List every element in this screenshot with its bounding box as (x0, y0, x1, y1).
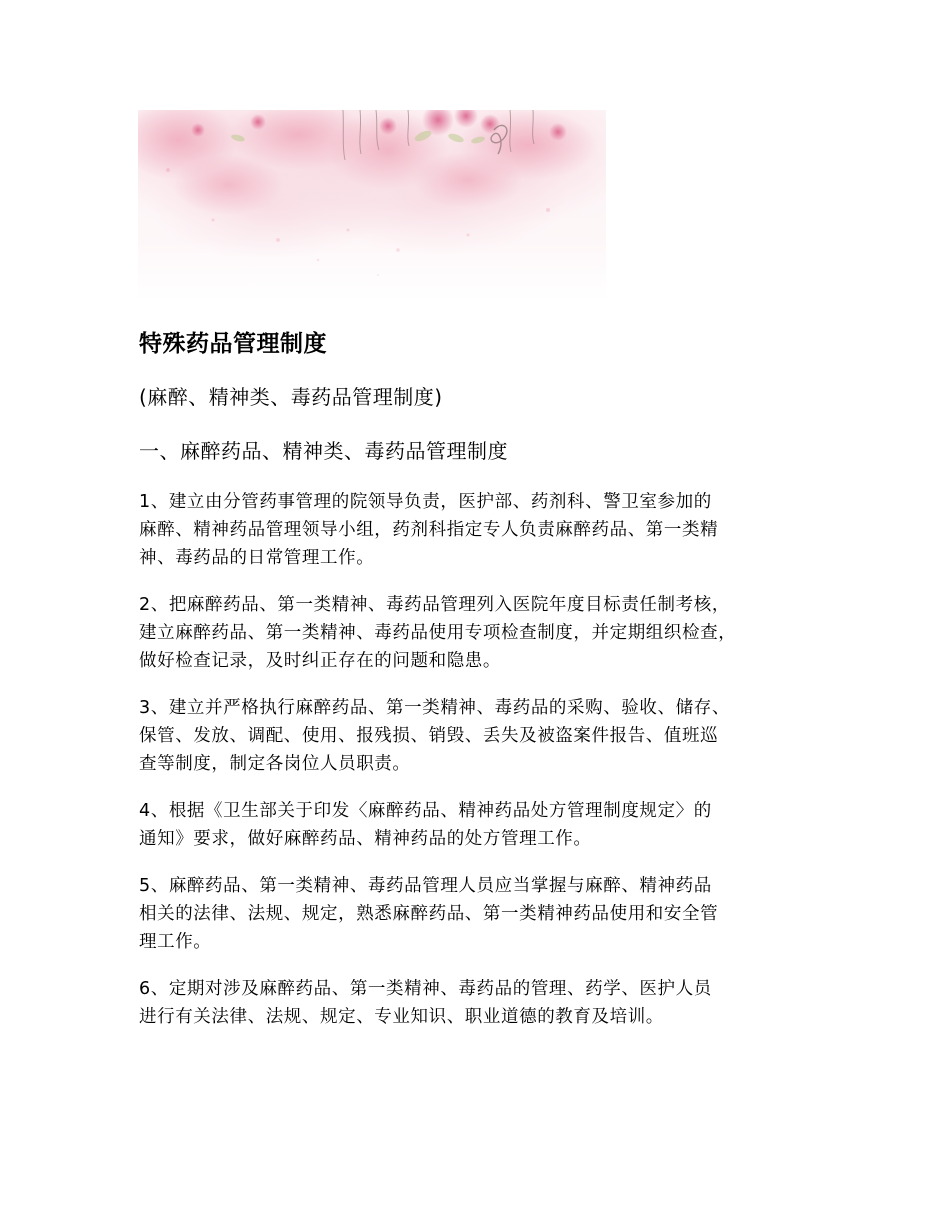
paragraph-line: 6、定期对涉及麻醉药品、第一类精神、毒药品的管理、药学、医护人员 (139, 979, 712, 999)
paragraph-line: 理工作。 (139, 932, 212, 952)
paragraph-line: 4、根据《卫生部关于印发〈麻醉药品、精神药品处方管理制度规定〉的 (139, 801, 712, 821)
floral-watercolor-icon (138, 110, 606, 300)
paragraph-line: 进行有关法律、法规、规定、专业知识、职业道德的教育及培训。 (139, 1007, 664, 1027)
paragraph-line: 神、毒药品的日常管理工作。 (139, 548, 375, 568)
paragraph-4 (139, 797, 829, 853)
paragraph-1 (139, 488, 829, 572)
paragraph-line: 相关的法律、法规、规定，熟悉麻醉药品、第一类精神药品使用和安全管 (139, 904, 719, 924)
paragraph-line: 做好检查记录，及时纠正存在的问题和隐患。 (139, 651, 501, 671)
floral-banner-image (138, 110, 606, 300)
paragraph-5 (139, 872, 829, 956)
document-body (139, 326, 829, 1050)
paragraph-line: 保管、发放、调配、使用、报残损、销毁、丢失及被盗案件报告、值班巡 (139, 726, 719, 746)
section-heading: 一、麻醉药品、精神类、毒药品管理制度 (139, 439, 508, 463)
document-subtitle: (麻醉、精神类、毒药品管理制度) (139, 385, 443, 409)
paragraph-3 (139, 694, 829, 778)
paragraph-line: 麻醉、精神药品管理领导小组，药剂科指定专人负责麻醉药品、第一类精 (139, 520, 719, 540)
paragraph-2 (139, 591, 829, 675)
document-title: 特殊药品管理制度 (139, 331, 327, 357)
paragraph-line: 通知》要求，做好麻醉药品、精神药品的处方管理工作。 (139, 829, 592, 849)
paragraph-line: 3、建立并严格执行麻醉药品、第一类精神、毒药品的采购、验收、储存、 (139, 698, 730, 718)
paragraph-line: 建立麻醉药品、第一类精神、毒药品使用专项检查制度，并定期组织检查， (139, 623, 737, 643)
paragraph-line: 查等制度，制定各岗位人员职责。 (139, 754, 411, 774)
paragraph-line: 1、建立由分管药事管理的院领导负责，医护部、药剂科、警卫室参加的 (139, 492, 712, 512)
paragraph-line: 2、把麻醉药品、第一类精神、毒药品管理列入医院年度目标责任制考核， (139, 595, 730, 615)
paragraph-6 (139, 975, 829, 1031)
paragraph-line: 5、麻醉药品、第一类精神、毒药品管理人员应当掌握与麻醉、精神药品 (139, 876, 712, 896)
